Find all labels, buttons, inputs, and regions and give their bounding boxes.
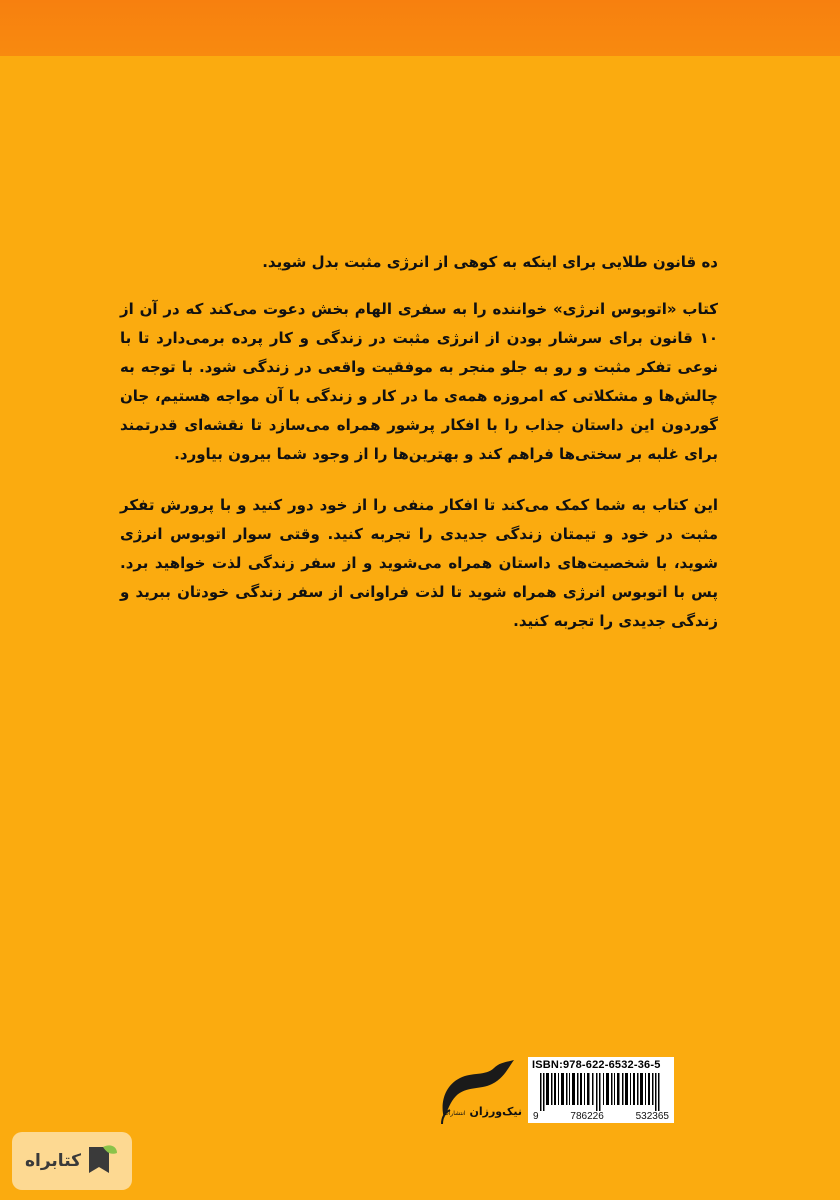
blurb-lead: ده قانون طلایی برای اینکه به کوهی از انرژی مثبت بدل شوید. <box>262 253 718 271</box>
barcode-digits <box>532 1111 670 1122</box>
bookmark-leaf-icon <box>85 1143 119 1179</box>
barcode-right-group: 532365 <box>635 1111 669 1122</box>
barcode-lead-digit: 9 <box>533 1111 539 1122</box>
top-color-band <box>0 0 840 56</box>
publisher-name <box>443 1105 522 1118</box>
publisher-name-text: نیک‌ورزان <box>469 1105 522 1118</box>
barcode-icon <box>532 1073 670 1111</box>
blurb-paragraph-2: این کتاب به شما کمک می‌کند تا افکار منفی را از خود دور کنید و با پرورش تفکر مثبت در خود و تیمتان زندگی جدیدی را تجربه کنید. وقتی سوار اتوبوس انرژی شوید، با شخصیت‌های داستان همراه می‌شوید و از سفر زندگی لذت خواهید برد. پس با اتوبوس انرژی همراه شوید تا لذت فراوانی از سفر زندگی خودتان ببرید و زندگی جدیدی را تجربه کنید. <box>120 496 718 630</box>
barcode-left-group: 786226 <box>570 1111 604 1122</box>
publisher-prefix: انتشارات <box>443 1110 466 1117</box>
watermark-badge <box>12 1132 132 1190</box>
blurb-paragraph-1: کتاب «اتوبوس انرژی» خواننده را به سفری الهام بخش دعوت می‌کند که در آن از ۱۰ قانون برای سرشار بودن از انرژی مثبت در زندگی و کار پرده برمی‌دارد تا با نوعی تفکر مثبت و رو به جلو منجر به موفقیت واقعی در زندگی شود. با توجه به چالش‌ها و مشکلاتی که امروزه همه‌ی ما در کار و زندگی با آن مواجه هستیم، جان گوردون این داستان جذاب را با افکار پرشور همراه می‌سازد تا نقشه‌ای قدرتمند برای غلبه بر سختی‌ها فراهم کند و بهترین‌ها را از وجود شما بیرون بیاورد. <box>120 300 718 463</box>
watermark-label: کتابراه <box>24 1151 82 1171</box>
isbn-label: ISBN:978-622-6532-36-5 <box>532 1059 661 1071</box>
isbn-barcode-box <box>528 1057 674 1123</box>
cover-blurb <box>120 248 718 658</box>
